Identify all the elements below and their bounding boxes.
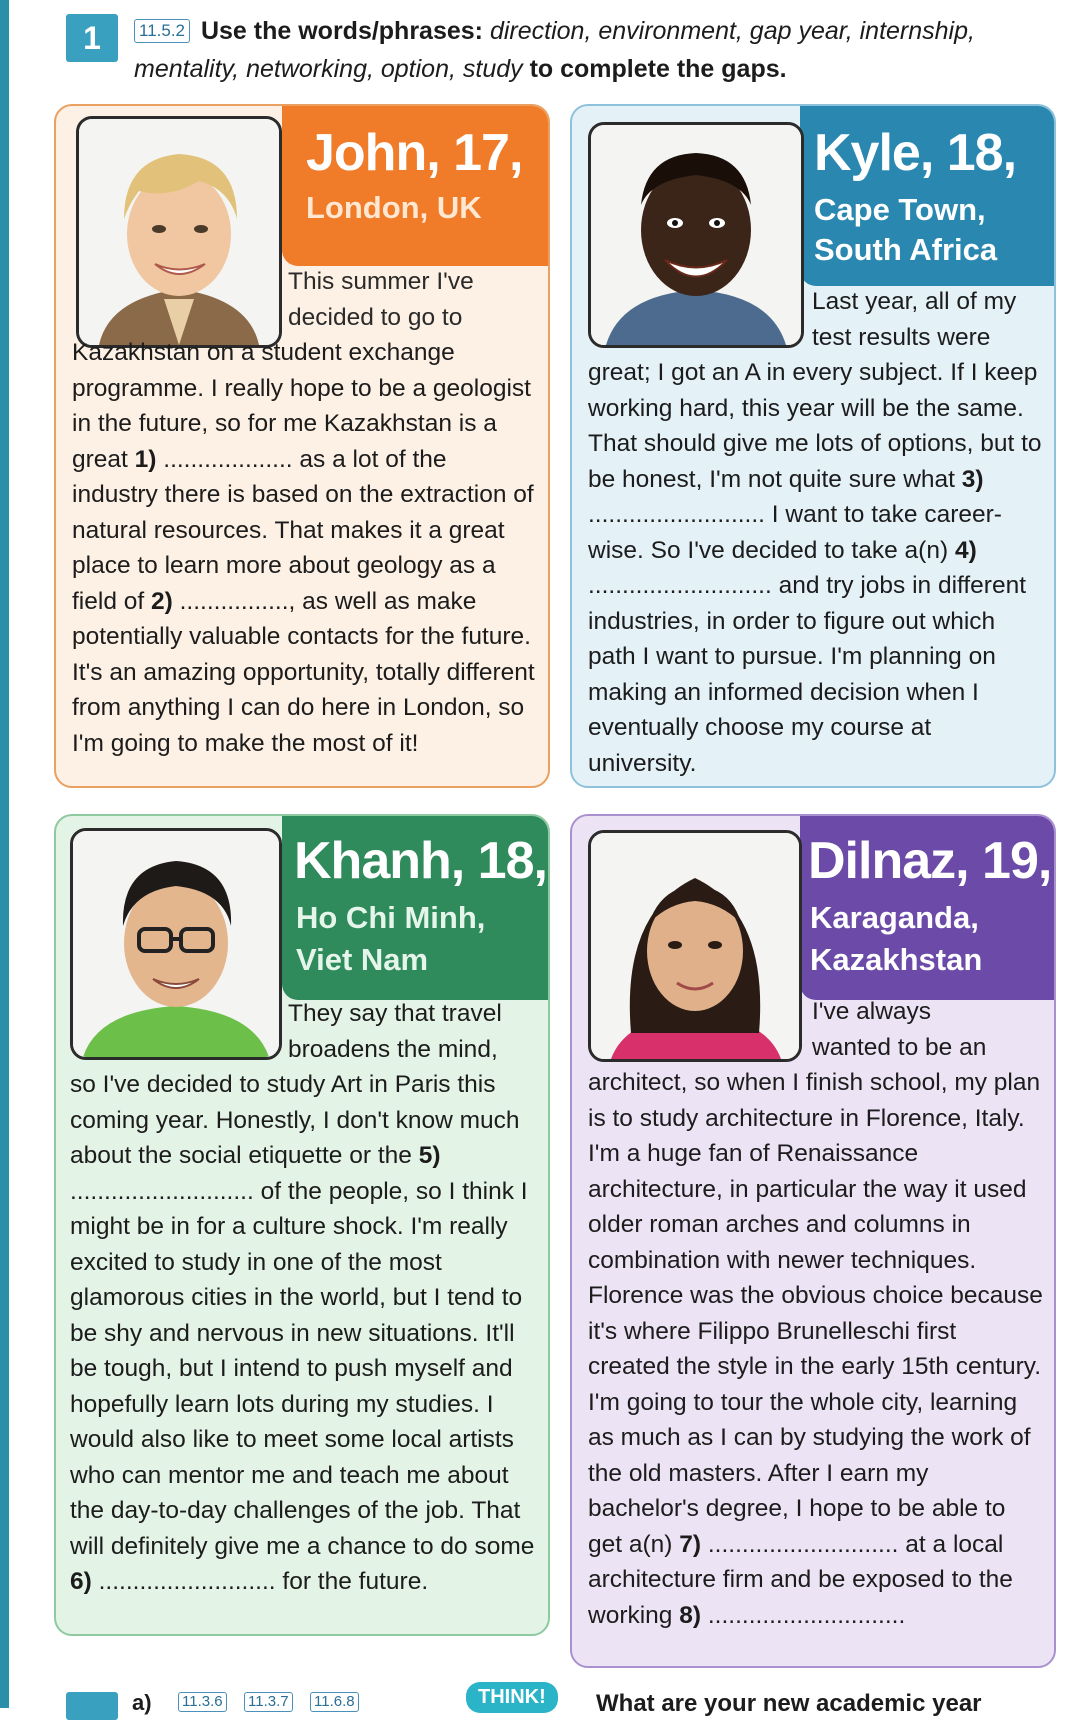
card-john-intro — [288, 264, 538, 335]
gap-8-blank[interactable]: ............................ — [707, 1601, 899, 1629]
card-john-text-a: Kazakhstan on a student exchange programme. I really hope to be a geologist in the future, so for me Kazakhstan is a great — [72, 339, 531, 473]
next-exercise-question: What are your new academic year — [596, 1690, 982, 1717]
card-john-text-c: , as well as make potentially valuable contacts for the future. It's an amazing opportunity, totally different from anything I can do here in London, so I'm going to make the most of it! — [72, 587, 535, 757]
card-khanh-intro — [288, 996, 544, 1067]
card-dilnaz-text-b: at a local architecture firm and be exposed to the working — [588, 1530, 1013, 1629]
card-khanh-photo — [70, 828, 282, 1060]
card-dilnaz-photo — [588, 830, 802, 1062]
exercise-instruction — [134, 12, 1034, 88]
gap-8-number: 8) — [679, 1601, 702, 1629]
card-dilnaz-intro-line1: I've always — [812, 998, 932, 1025]
gap-6-number: 6) — [70, 1568, 92, 1595]
page-edge-bar — [0, 0, 9, 1708]
card-dilnaz-intro — [812, 994, 1048, 1065]
gap-4-number: 4) — [954, 536, 977, 564]
gap-1-blank[interactable]: ................... — [163, 445, 293, 473]
card-khanh-location-1: Ho Chi Minh, — [296, 900, 486, 935]
card-kyle-text — [588, 355, 1042, 781]
card-john — [54, 104, 550, 788]
card-khanh — [54, 814, 550, 1636]
card-dilnaz-text — [588, 1065, 1044, 1633]
card-kyle-name: Kyle, 18, — [814, 124, 1017, 182]
curriculum-code-badge: 11.5.2 — [134, 19, 190, 43]
next-exercise-code-2: 11.3.7 — [244, 1692, 293, 1712]
card-kyle-location-2: South Africa — [814, 232, 998, 267]
gap-7-number: 7) — [679, 1530, 702, 1558]
gap-5-number: 5) — [418, 1142, 441, 1169]
next-exercise-code-3: 11.6.8 — [310, 1692, 359, 1712]
card-khanh-location-2: Viet Nam — [296, 942, 429, 977]
card-kyle-photo — [588, 122, 804, 348]
card-kyle-text-c: and try jobs in different industries, in order to figure out which path I want to pursue. I'm planning on making an informed decision when I eventually choose my course at university. — [588, 572, 1027, 777]
card-dilnaz-text-c: . — [898, 1601, 906, 1629]
card-kyle-text-b: I want to take career-wise. So I've decided to take a(n) — [588, 501, 1002, 564]
think-badge: THINK! — [466, 1682, 558, 1713]
card-kyle-intro — [812, 284, 1048, 355]
card-khanh-name: Khanh, 18, — [294, 832, 547, 890]
card-john-intro-line1: This summer I've — [288, 268, 474, 295]
card-khanh-intro-line1: They say that travel — [288, 1000, 502, 1027]
card-john-name: John, 17, — [306, 124, 523, 182]
gap-6-blank[interactable]: .......................... — [98, 1568, 276, 1595]
next-exercise-part: a) — [132, 1690, 152, 1715]
card-khanh-text-a: so I've decided to study Art in Paris this coming year. Honestly, I don't know much about the social etiquette or the — [70, 1071, 520, 1169]
gap-4-blank[interactable]: ........................... — [588, 572, 772, 599]
word-list: direction, environment, gap year, internship, mentality, networking, option, study — [134, 17, 975, 83]
card-dilnaz-location-2: Kazakhstan — [810, 942, 983, 977]
gap-3-blank[interactable]: .......................... — [588, 501, 765, 528]
card-john-photo — [76, 116, 282, 348]
card-kyle-location-1: Cape Town, — [814, 192, 986, 227]
card-john-location: London, UK — [306, 190, 482, 225]
portrait-dilnaz-image — [591, 833, 799, 1059]
card-john-intro-line2: decided to go to — [288, 303, 463, 331]
card-john-text-b: as a lot of the industry there is based on the extraction of natural resources. That makes it a great place to learn more about geology as a field of — [72, 445, 534, 615]
card-khanh-text — [70, 1067, 536, 1600]
next-exercise-strip — [66, 1688, 1066, 1718]
card-dilnaz-header — [800, 816, 1054, 1000]
card-khanh-text-b: of the people, so I think I might be in for a culture shock. I'm really excited to study in one of the most glamorous cities in the world, but I tend to be shy and nervous in new situations. It'll be tough, but I intend to push myself and hopefully learn lots during my studies. I would also like to meet some local artists who can mentor me and teach me about the day-to-day challenges of the job. That will definitely give me a chance to do some — [70, 1177, 535, 1560]
card-khanh-text-c: for the future. — [282, 1568, 429, 1595]
gap-2-blank[interactable]: ................ — [179, 587, 289, 615]
instruction-text-1: Use the words/phrases: — [200, 17, 483, 45]
card-dilnaz-intro-line2: wanted to be an — [812, 1033, 987, 1061]
card-dilnaz-text-a: architect, so when I finish school, my plan is to study architecture in Florence, Italy. I'm a huge fan of Renaissance architecture, in particular the way it used older roman arches and columns in combination with newer techniques. Florence was the obvious choice because it's where Filippo Brunelleschi first created the style in the early 15th century. I'm going to tour the whole city, learning as much as I can by studying the work of the old masters. After I earn my bachelor's degree, I hope to be able to get a(n) — [588, 1069, 1043, 1558]
card-dilnaz-location-1: Karaganda, — [810, 900, 979, 935]
next-exercise-number-badge — [66, 1692, 118, 1720]
portrait-khanh-image — [73, 831, 279, 1057]
card-john-text — [72, 335, 536, 761]
card-kyle — [570, 104, 1056, 788]
card-john-header — [282, 106, 548, 266]
card-dilnaz — [570, 814, 1056, 1668]
gap-5-blank[interactable]: ........................... — [70, 1177, 254, 1205]
card-kyle-intro-line1: Last year, all of my — [812, 288, 1017, 315]
gap-1-number: 1) — [134, 445, 157, 473]
card-khanh-intro-line2: broadens the mind, — [288, 1035, 498, 1063]
card-kyle-header — [800, 106, 1054, 286]
instruction-text-2: to complete the gaps. — [529, 55, 787, 83]
exercise-number: 1 — [66, 14, 118, 62]
card-khanh-header — [282, 816, 548, 1000]
gap-3-number: 3) — [961, 465, 984, 493]
card-dilnaz-name: Dilnaz, 19, — [808, 832, 1052, 890]
gap-7-blank[interactable]: ............................ — [707, 1530, 899, 1558]
portrait-kyle-image — [591, 125, 801, 345]
gap-2-number: 2) — [151, 587, 173, 615]
card-kyle-intro-line2: test results were — [812, 323, 991, 351]
portrait-john-image — [79, 119, 279, 345]
next-exercise-code-1: 11.3.6 — [178, 1692, 227, 1712]
card-kyle-text-a: great; I got an A in every subject. If I keep working hard, this year will be the same. That should give me lots of options, but to be honest, I'm not quite sure what — [588, 359, 1042, 493]
